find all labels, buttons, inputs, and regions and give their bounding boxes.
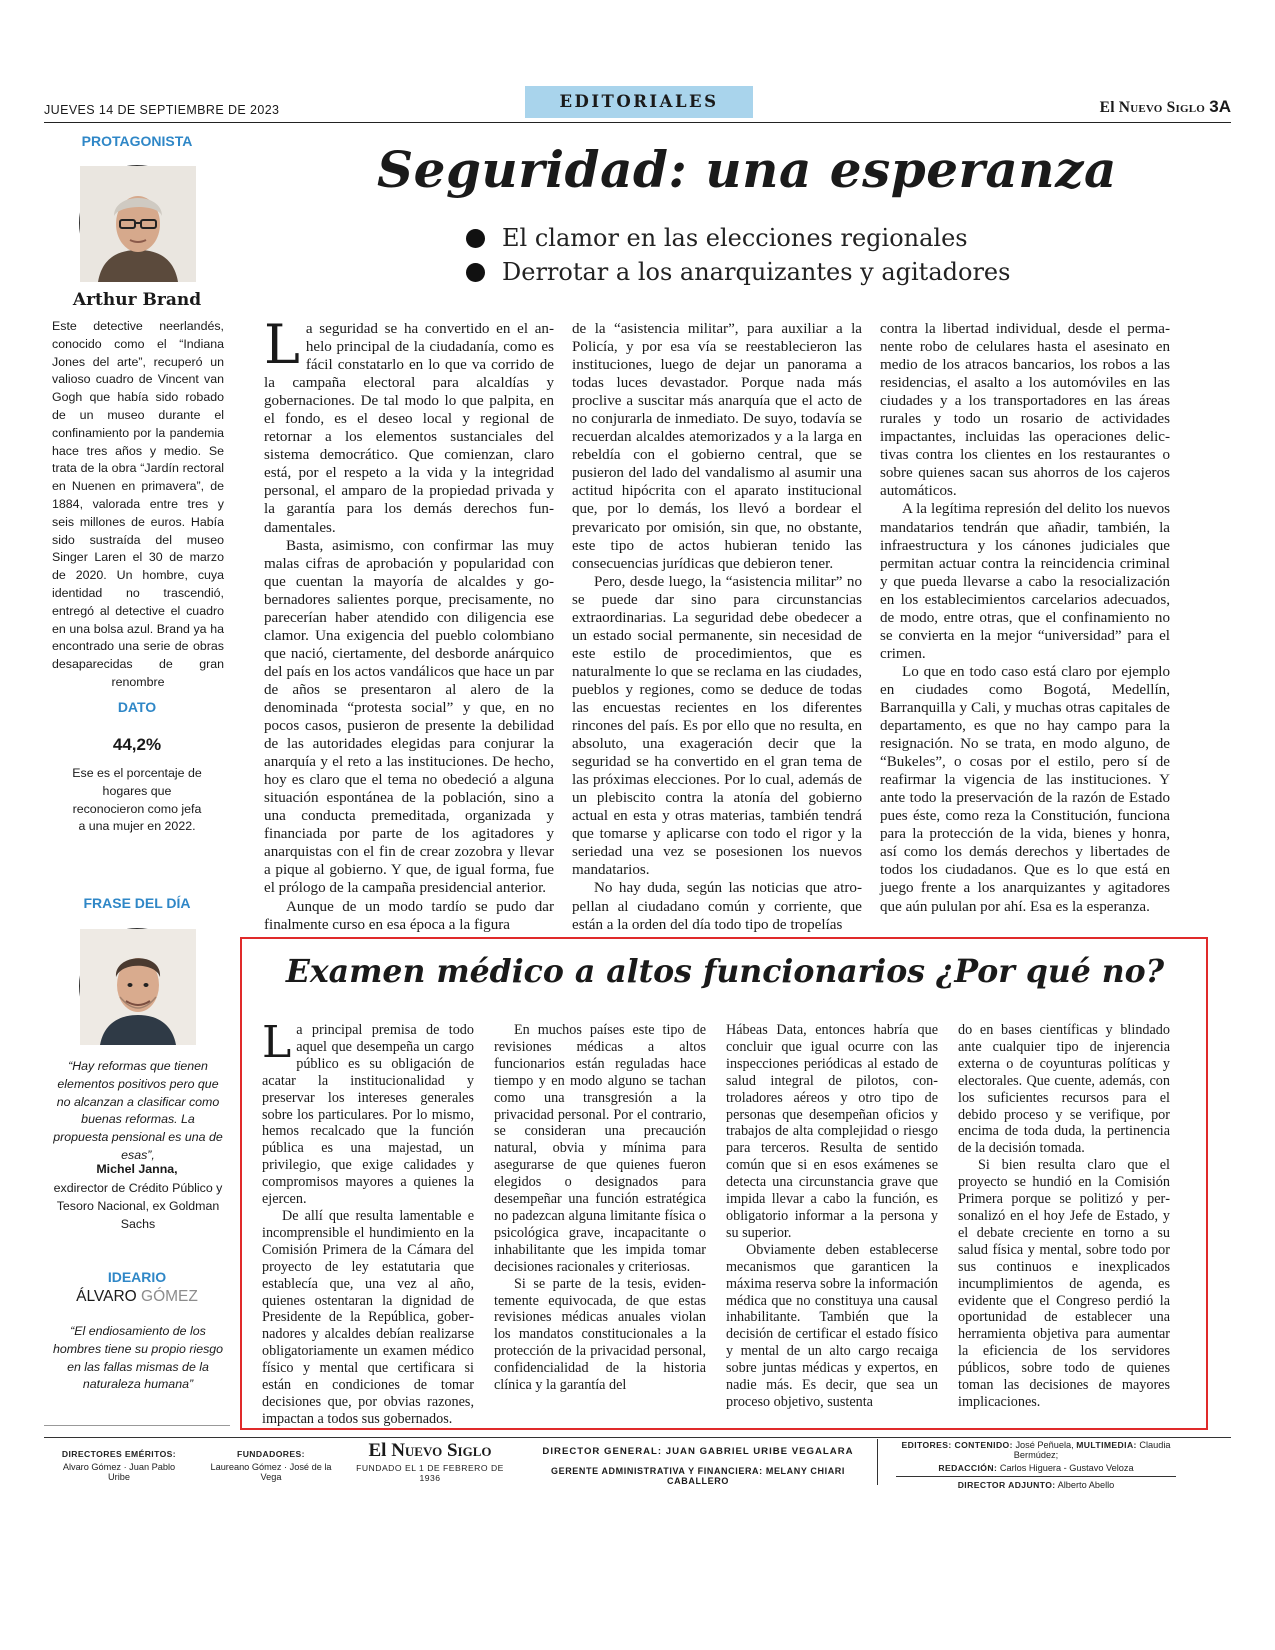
paragraph: En muchos países este tipo de revisiones médicas a altos funcionarios están reguladas hace tiempo y en modo alguno se tachan como una transgresión a la privacidad personal. Por el contrario, se consideran una precaución natural, obvia y mínima para asegurarse de que quienes fueron elegidos o designados para desempeñar una función estratégica no padezcan alguna limitante física o psicológica grave, incapacitante o inhabilitante que les impida tomar decisiones racionales y criteriosas.: [494, 1022, 706, 1275]
paragraph: a seguridad se ha convertido en el anhelo principal de la ciudadanía, como es fácil constatarlo en lo que va corrido de la campaña electoral para alcaldías y gobernaciones. De tal modo lo que palpita, en el fondo, es el deseo local y regional de retornar a los elementos sustanciales del sistema democrático. Que comienzan, claro está, por el respeto a la vida y la integridad personal, el amparo de la propiedad privada y la garantía para los demás derechos fundamentales.: [264, 321, 554, 536]
arthur-brand-portrait: [79, 165, 195, 281]
footer-emeritos: DIRECTORES EMÉRITOS: Alvaro Gómez · Juan Pablo Uribe: [61, 1449, 177, 1482]
paragraph: a principal premisa de todo aquel que desempeña un cargo público es su obligación de acatar la institucionalidad y preservar los intereses generales sobre los particulares. Por lo mismo, hemos recalcado que la función pública es una majestad, un privilegio, que exige calidades y compromisos mayores a quienes la ejercen.: [262, 1022, 474, 1208]
footer-rule: [44, 1437, 1231, 1438]
drop-cap: L: [262, 1017, 292, 1068]
editorial-2-column-2: [494, 1022, 706, 1418]
page-number: 3A: [1209, 97, 1231, 116]
masthead-brand: El Nuevo Siglo: [1099, 99, 1205, 116]
paragraph: do en bases científicas y blindado ante cualquier tipo de injerencia externa o de coyunturas políticas y electorales. Que cuente, además, con los suficientes recursos para el debido proceso y se verifique, por encima de toda duda, la pertinencia de la decisión tomada.: [958, 1022, 1170, 1157]
editorial-column-3: [880, 320, 1170, 934]
editorial-2-title: Examen médico a altos funcionarios ¿Por qué no?: [285, 953, 1165, 990]
footer-director: DIRECTOR GENERAL: JUAN GABRIEL URIBE VEGALARA: [542, 1446, 854, 1457]
paragraph: De allí que resulta lamentable e incomprensible el hundimiento en la Comisión Primera de la Cámara del proyecto de ley estatutaria que establecía que, una vez al año, quienes ostentaran la dignidad de Presidente de la República, gobernadores y alcaldes debían realizarse obligatoriamente un examen médico físico y mental que certificara si están en condiciones de tomar decisiones que, por obvias razones, impactan a todos sus gobernados.: [262, 1207, 474, 1427]
protagonista-heading: PROTAGONISTA: [81, 133, 193, 149]
footer-masthead: El Nuevo Siglo FUNDADO EL 1 DE FEBRERO DE 1936: [356, 1440, 504, 1483]
frase-quote: “Hay reformas que tienen elementos positivos pero que no alcanzan a clasificar como buenas reformas. La propuesta pensional es una de esas”,: [53, 1059, 223, 1162]
protagonista-name: Arthur Brand: [72, 290, 202, 310]
section-label: EDITORIALES: [525, 86, 753, 118]
edition-date: JUEVES 14 DE SEPTIEMBRE DE 2023: [44, 103, 280, 117]
footer-editores: EDITORES: CONTENIDO: José Peñuela, MULTIMEDIA: Claudia Bermúdez; REDACCIÓN: Carlos Higuera - Gustavo Veloza DIRECTOR ADJUNTO: Alberto Abello: [886, 1440, 1186, 1490]
editorial-2-column-1: [262, 1017, 474, 1427]
ideario-quote: “El endiosamiento de los hombres tiene su propio riesgo en las fallas mismas de la naturaleza humana”: [52, 1324, 224, 1392]
footer-fundadores: FUNDADORES: Laureano Gómez · José de la Vega: [210, 1449, 332, 1482]
editorial-2-column-4: [958, 1022, 1170, 1418]
sidebar-divider: [44, 1425, 230, 1426]
paragraph: Si bien resulta claro que el proyecto se hundió en la Comisión Primera porque se politizó y personalizó en el hoy Jefe de Estado, y el debate creciente en torno a su salud física y mental, sobre todo por sus continuos e inexplicados incumplimientos de agenda, es evidente que el Congreso perdió la oportunidad de establecer una herramienta objetiva para aumentar la eficiencia de los servidores públicos, sobre todo de quienes toman las decisiones de mayores implicaciones.: [958, 1157, 1170, 1410]
dato-text: Ese es el porcentaje de hogares que reconocieron como jefa a una mujer en 2022.: [72, 766, 202, 834]
paragraph: Lo que en todo caso está claro por ejemplo en ciudades como Bogotá, Medellín, Barranquilla y Cali, y muchas otras capitales de departamento, es que no hay campo para la resignación. No se trata, en modo alguno, de “Bukeles”, o cosas por el estilo, pero sí de reafirmar la vigencia de las instituciones. Y ante todo la preservación de la razón de Estado pues éste, como reza la Constitución, funciona para la protección de la vida, bienes y honra, así como los demás derechos y libertades de todos los ciudadanos. Que es lo que está en juego frente a los anarquizantes y agitadores que aún pululan por ahí. Esa es la esperanza.: [880, 663, 1170, 915]
editorial-2-column-3: [726, 1022, 938, 1418]
paragraph: Pero, desde luego, la “asistencia militar” no se puede dar sino para circunstancias extraordinarias. La seguridad debe obedecer a un estado social permanente, sin necesidad de este estilo de procedimientos, que es naturalmente lo que se reclama en las ciudades, pueblos y regiones, como se deduce de todas las encuestas recientes en los diferentes rincones del país. Es por ello que no resulta, en absoluto, una exageración decir que la seguridad se ha convertido en el gran tema de las próximas elecciones. Por lo cual, además de un plebiscito contra la atonía del gobierno actual en esta y otras materias, también tendrá que tomarse y aplicarse con todo el rigor y la seriedad una vez se posesionen los nuevos mandatarios.: [572, 573, 862, 879]
editorial-bullet-2: Derrotar a los anarquizantes y agitadores: [466, 258, 1010, 286]
footer-inner-rule: [896, 1476, 1176, 1477]
paragraph: contra la libertad individual, desde el permanente robo de celulares hasta el asesinato en medio de los atracos bancarios, los robos a las residencias, el asalto a los automóviles en las ciudades y a los transportadores en las áreas rurales y todo un rosario de actividades impactantes, incluidas las operaciones delictivas contra los clientes en los restaurantes o sobre quienes sacan sus ahorros de los cajeros automáticos.: [880, 321, 1170, 500]
bullet-dot-icon: [466, 263, 485, 282]
protagonista-body: Este detective neerlandés, conocido como el “Indiana Jones del arte”, recuperó un valioso cuadro de Vincent van Gogh que había sido robado de un museo durante el confinamiento por la pandemia hace tres años y medio. Se trata de la obra “Jardín rectoral en Nuenen en primavera”, de 1884, valorada entre tres y seis millones de euros. Había sido sustraída del museo Singer Laren el 30 de marzo de 2020. Un hombre, cuya identidad no trascendió, entregó al detective el cuadro en una bolsa azul. Brand ya ha encontrado una serie de obras desaparecidas de gran renombre: [52, 319, 224, 689]
paragraph: Aunque de un modo tardío se pudo dar finalmente curso en esa época a la figura: [264, 898, 554, 933]
editorial-column-2: [572, 320, 862, 934]
frase-heading: FRASE DEL DÍA: [83, 895, 191, 911]
paragraph: Obviamente deben establecerse mecanismos que garanticen la máxima reserva sobre la información médica que no constituya una causal inhabilitante. También que la decisión de certificar el estado físico y mental de un alto cargo recaiga sobre juntas médicas y expertos, en nadie más. Es decir, que sea un proceso objetivo, sustenta: [726, 1241, 938, 1410]
bullet-dot-icon: [466, 229, 485, 248]
frase-author: Michel Janna,: [96, 1162, 178, 1176]
paragraph: Hábeas Data, entonces habría que concluir que igual ocurre con las inspecciones periódicas al estado de salud integral de pilotos, controladores aéreos y otro tipo de personas que desempeñan oficios y trabajos de alta complejidad o riesgo para terceros. Resulta de sentido común que si en esos exámenes se detecta una circunstancia grave que impida llevar a cabo la función, es obligatorio informar a la persona y su superior.: [726, 1022, 938, 1241]
paragraph: Basta, asimismo, con confirmar las muy malas cifras de aprobación y popularidad con que cuentan la mayoría de alcaldes y gobernadores salientes porque, precisamente, no parecerían haber atendido con diligencia ese clamor. Una exigencia del pueblo colombiano que nació, ciertamente, del desborde anárquico del país en los actos vandálicos que hace un par de años se presentaron al alero de la denominada “protesta social” y que, en no pocos casos, pusieron de presente la debilidad de las autoridades elegidas para conjurar la anarquía y el reto a las instituciones. De hecho, hoy es claro que el tema no obedeció a alguna situación espontánea de la población, sino a una conducta premeditada, organizada y financiada por parte de los agitadores y anarquistas con el fin de crear zozobra y llevar a pique al gobierno. Y que, de igual forma, fue el prólogo de la campaña presidencial anterior.: [264, 537, 554, 897]
ideario-author: ÁLVARO GÓMEZ: [76, 1288, 198, 1305]
footer-divider: [877, 1439, 878, 1485]
editorial-title: Seguridad: una esperanza: [377, 140, 1117, 199]
michel-janna-portrait: [79, 928, 195, 1044]
header-rule: [44, 122, 1231, 123]
paragraph: Si se parte de la tesis, evidentemente equivocada, de que estas revisiones médicas anuales violan los mandatos constitucionales a la protección de la privacidad personal, confidencialidad de la historia clínica y la garantía del: [494, 1275, 706, 1394]
paragraph: de la “asistencia militar”, para auxiliar a la Policía, y por esa vía se reestablecieron las instituciones, luego de dejar un panorama a todas luces devastador. Porque nada más proclive a suscitar más anarquía que el acto de no conjurarla de inmediato. De suyo, todavía se recuerdan alcaldes atemorizados y a la larga en rebeldía con el gobierno central, que se pusieron del lado del vandalismo al asumir una actitud hipócrita con el aparato institucional que, por lo demás, los llevó a bordear el prevaricato por omisión, sin que, no obstante, este tipo de actos hubieran tenido las consecuencias jurídicas que debieron tener.: [572, 321, 862, 572]
paragraph: A la legítima represión del delito los nuevos mandatarios tendrán que añadir, también, la infraestructura y los cánones judiciales que permitan actuar contra la reincidencia criminal y que pueda llevarse a cabo la resocialización en los establecimientos carcelarios adecuados, de modo, entre otras, que el confinamiento no se convierta en la mejor “universidad” para el crimen.: [880, 501, 1170, 662]
paragraph: No hay duda, según las noticias que atropellan al ciudadano común y corriente, que están a la orden del día todo tipo de tropelías: [572, 880, 862, 933]
ideario-heading: IDEARIO: [107, 1269, 167, 1285]
dato-value: 44,2%: [112, 735, 162, 754]
footer-gerente: GERENTE ADMINISTRATIVA Y FINANCIERA: MELANY CHIARI CABALLERO: [550, 1466, 845, 1486]
editorial-column-1: [264, 313, 554, 934]
frase-role: exdirector de Crédito Público y Tesoro Nacional, ex Goldman Sachs: [53, 1181, 223, 1231]
drop-cap: L: [264, 313, 300, 376]
dato-heading: DATO: [117, 699, 157, 715]
editorial-bullet-1: El clamor en las elecciones regionales: [466, 224, 968, 252]
